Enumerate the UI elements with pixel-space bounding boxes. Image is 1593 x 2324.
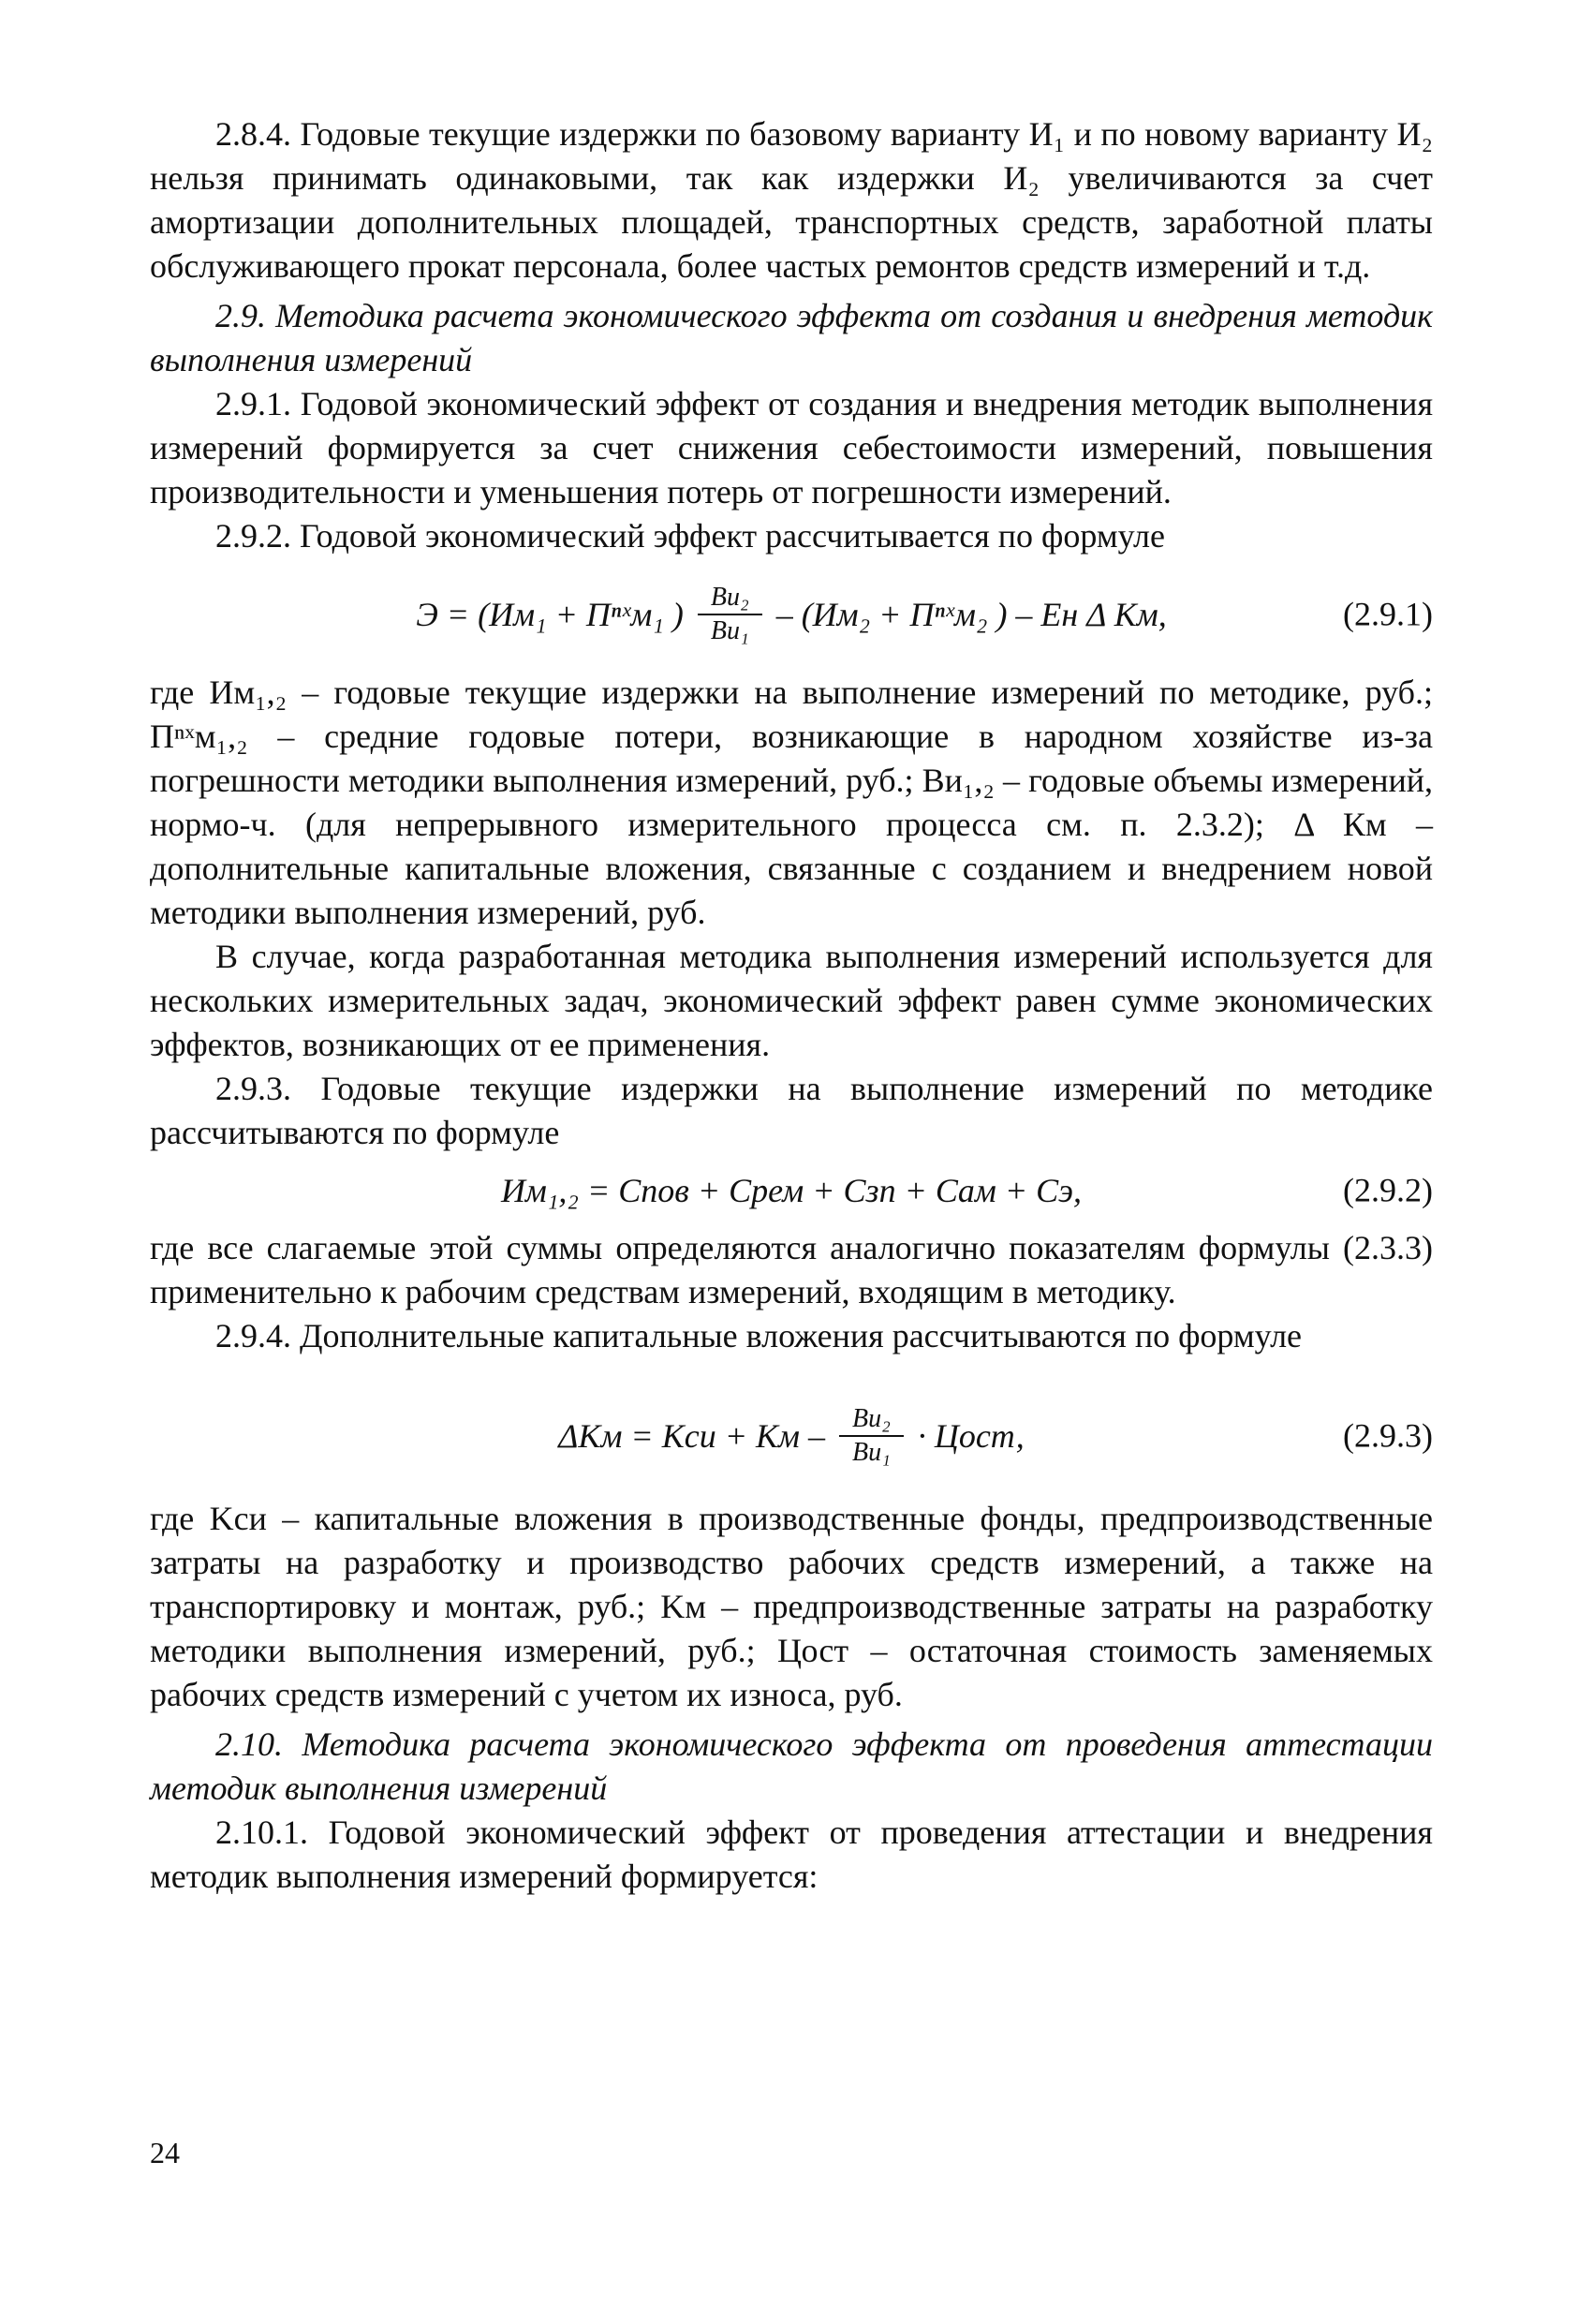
formula-2-9-3-rhs: · Цост, — [908, 1416, 1025, 1455]
paragraph-2-8-4: 2.8.4. Годовые текущие издержки по базовому варианту И₁ и по новому варианту И₂ нельзя принимать одинаковыми, так как издержки И₂ увеличиваются за счет амортизации дополнительных площадей, транспортных средств, заработной платы обслуживающего прокат персонала, более частых ремонтов средств измерений и т.д. — [150, 115, 1433, 285]
formula-2-9-1-rhs: – (Им₂ + Пⁿˣм₂ ) – Eн Δ Kм, — [767, 595, 1167, 633]
formula-2-9-3-lhs: ΔKм = Kси + Kм – — [558, 1416, 833, 1455]
paragraph-where-2-9-1: где Им₁,₂ – годовые текущие издержки на выполнение измерений по методике, руб.; Пⁿˣм₁,₂ – средние годовые потери, возникающие в народном хозяйстве из-за погрешности методики выполнения измерений, руб.; Ви₁,₂ – годовые объемы измерений, нормо-ч. (для непрерывного измерительного процесса см. п. 2.3.2); Δ Км – дополнительные капитальные вложения, связанные с созданием и внедрением новой методики выполнения измерений, руб. — [150, 674, 1433, 931]
document-page — [150, 112, 1433, 1899]
paragraph-2-10-1: 2.10.1. Годовой экономический эффект от проведения аттестации и внедрения методик выполнения измерений формируется: — [150, 1813, 1433, 1895]
section-heading-2-10: 2.10. Методика расчета экономического эффекта от проведения аттестации методик выполнения измерений — [150, 1725, 1433, 1807]
fraction-denominator: Ви₁ — [710, 616, 749, 645]
fraction-numerator: Ви₂ — [839, 1403, 904, 1437]
paragraph-2-9-3: 2.9.3. Годовые текущие издержки на выполнение измерений по методике рассчитываются по формуле — [150, 1070, 1433, 1151]
formula-number-2-9-2: (2.9.2) — [1343, 1171, 1433, 1209]
page-number: 24 — [150, 2136, 180, 2169]
formula-number-2-9-3: (2.9.3) — [1343, 1416, 1433, 1455]
fraction-numerator: Ви₂ — [698, 582, 762, 615]
formula-2-9-1 — [150, 558, 1433, 671]
paragraph-case: В случае, когда разработанная методика выполнения измерений используется для нескольких измерительных задач, экономический эффект равен сумме экономических эффектов, возникающих от ее применения. — [150, 938, 1433, 1063]
paragraph-where-2-9-3: где Kси – капитальные вложения в производственные фонды, предпроизводственные затраты на разработку и производство рабочих средств измерений, а также на транспортировку и монтаж, руб.; Kм – предпроизводственные затраты на разработку методики выполнения измерений, руб.; Цост – остаточная стоимость заменяемых рабочих средств измерений с учетом их износа, руб. — [150, 1500, 1433, 1713]
formula-2-9-3-fraction — [839, 1403, 904, 1469]
formula-2-9-2 — [150, 1155, 1433, 1226]
paragraph-2-9-1: 2.9.1. Годовой экономический эффект от создания и внедрения методик выполнения измерений формируется за счет снижения себестоимости измерений, повышения производительности и уменьшения потерь от погрешности измерений. — [150, 385, 1433, 511]
fraction-denominator: Ви₁ — [851, 1438, 891, 1467]
paragraph-where-2-9-2: где все слагаемые этой суммы определяются аналогично показателям формулы (2.3.3) применительно к рабочим средствам измерений, входящим в методику. — [150, 1229, 1433, 1310]
section-heading-2-9: 2.9. Методика расчета экономического эффекта от создания и внедрения методик выполнения измерений — [150, 297, 1433, 378]
formula-2-9-3 — [150, 1375, 1433, 1497]
formula-2-9-2-expr: Им₁,₂ = Cпов + Cрем + Cзп + Cам + Cэ, — [500, 1171, 1083, 1209]
formula-2-9-1-fraction — [698, 582, 762, 647]
paragraph-2-9-2: 2.9.2. Годовой экономический эффект рассчитывается по формуле — [215, 517, 1165, 555]
formula-number-2-9-1: (2.9.1) — [1343, 595, 1433, 633]
formula-2-9-1-lhs: Э = (Им₁ + Пⁿˣм₁ ) — [416, 595, 692, 633]
paragraph-2-9-4: 2.9.4. Дополнительные капитальные вложения рассчитываются по формуле — [215, 1317, 1303, 1354]
